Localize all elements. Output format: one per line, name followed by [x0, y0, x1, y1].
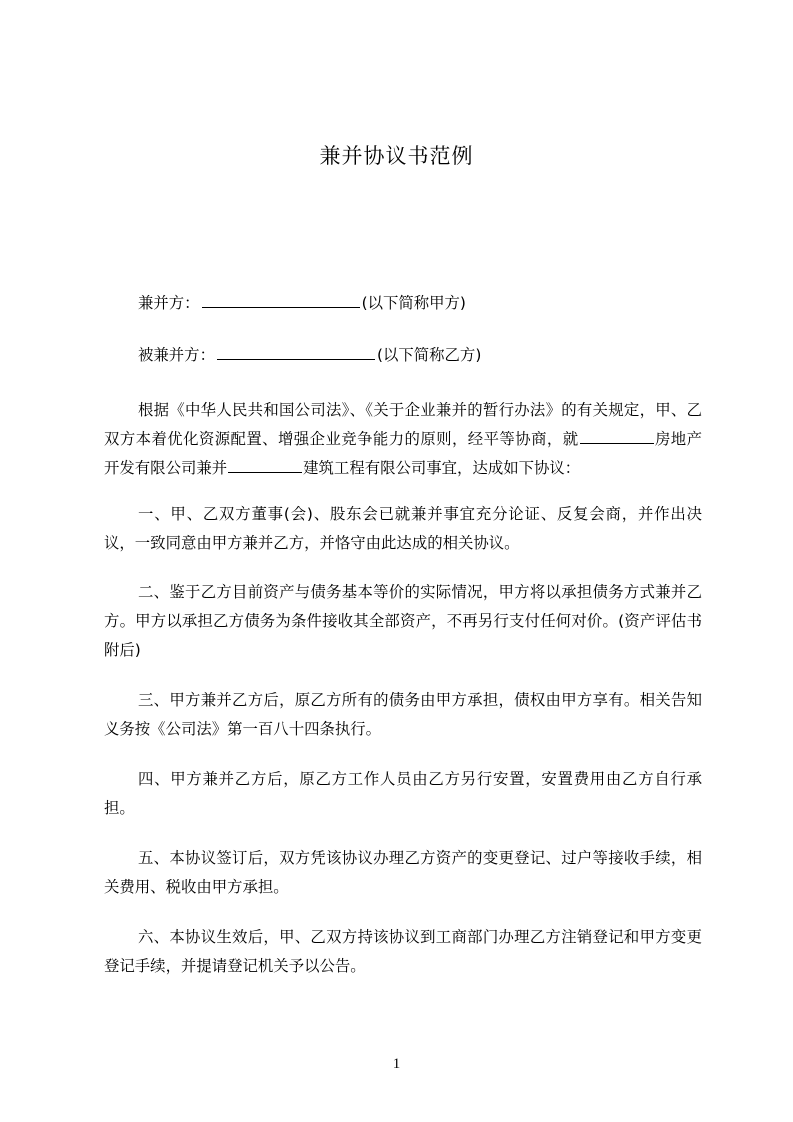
clause-6: 六、本协议生效后，甲、乙双方持该协议到工商部门办理乙方注销登记和甲方变更登记手续，并提请登记机关予以公告。 — [104, 928, 702, 975]
acquired-line — [138, 342, 481, 367]
acquirer-name-blank — [202, 290, 360, 308]
acquirer-label: 兼并方： — [138, 294, 200, 312]
acquired-note: (以下简称乙方) — [376, 346, 482, 364]
acquirer-company-blank — [580, 426, 654, 444]
preamble-paragraph — [104, 396, 702, 483]
clause-3: 三、甲方兼并乙方后，原乙方所有的债务由甲方承担，债权由甲方享有。相关告知义务按《公司法》第一百八十四条执行。 — [104, 691, 702, 738]
clause-5: 五、本协议签订后，双方凭该协议办理乙方资产的变更登记、过户等接收手续，相关费用、税收由甲方承担。 — [104, 849, 702, 896]
acquirer-line — [138, 290, 466, 315]
acquired-company-blank — [228, 455, 302, 473]
preamble-text-3: 建筑工程有限公司事宜，达成如下协议： — [303, 459, 581, 477]
acquired-label: 被兼并方： — [138, 346, 215, 364]
preamble-text-2: 房地产开发有限公司兼并 — [104, 430, 702, 477]
page-number: 1 — [392, 1056, 401, 1072]
acquirer-note: (以下简称甲方) — [361, 294, 466, 312]
clause-2: 二、鉴于乙方目前资产与债务基本等价的实际情况，甲方将以承担债务方式兼并乙方。甲方以承担乙方债务为条件接收其全部资产，不再另行支付任何对价。(资产评估书附后) — [104, 583, 702, 659]
clause-4: 四、甲方兼并乙方后，原乙方工作人员由乙方另行安置，安置费用由乙方自行承担。 — [104, 770, 702, 817]
acquired-name-blank — [217, 342, 375, 360]
document-title: 兼并协议书范例 — [319, 144, 474, 168]
preamble-text-1: 根据《中华人民共和国公司法》、《关于企业兼并的暂行办法》的有关规定，甲、乙双方本着优化资源配置、增强企业竞争能力的原则，经平等协商，就 — [104, 401, 702, 448]
clause-1: 一、甲、乙双方董事(会)、股东会已就兼并事宜充分论证、反复会商，并作出决议，一致同意由甲方兼并乙方，并恪守由此达成的相关协议。 — [104, 505, 702, 552]
